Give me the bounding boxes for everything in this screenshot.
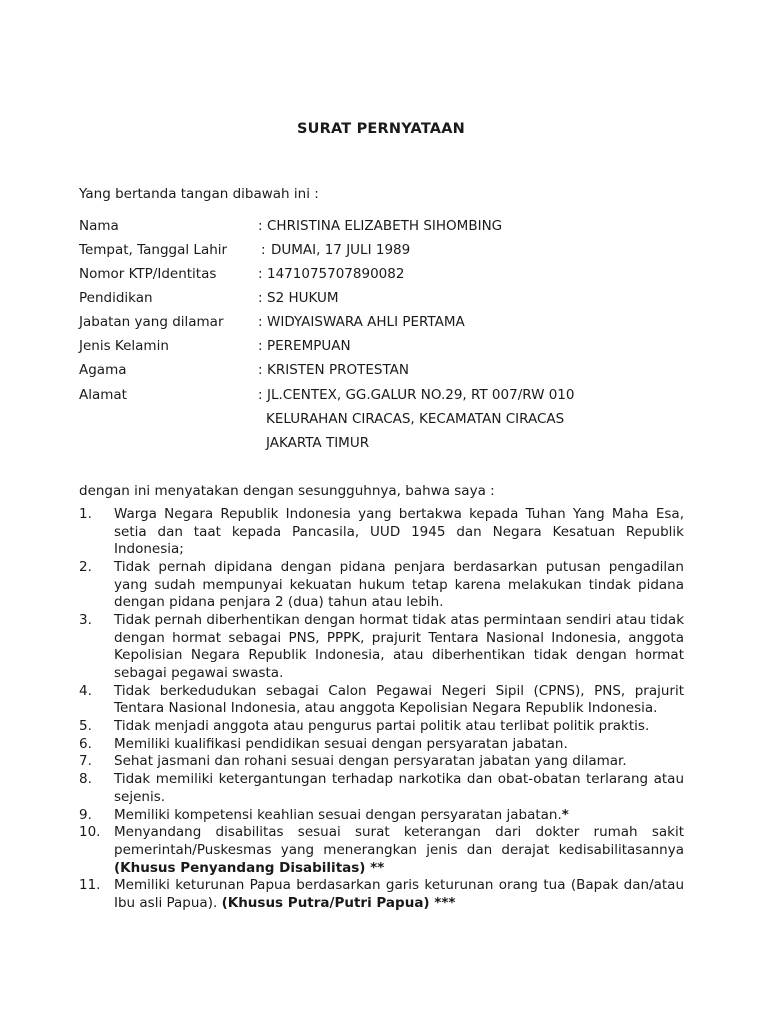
declaration-text: dengan ini menyatakan dengan sesungguhnya, bahwa saya : bbox=[79, 483, 495, 499]
list-item bbox=[79, 753, 684, 771]
list-item bbox=[79, 683, 684, 718]
field-value: KRISTEN PROTESTAN bbox=[267, 362, 409, 378]
item-number: 3. bbox=[79, 611, 92, 628]
field-separator: : bbox=[261, 242, 266, 258]
item-number: 6. bbox=[79, 735, 92, 752]
field-separator: : bbox=[258, 314, 263, 330]
field-label: Pendidikan bbox=[79, 290, 153, 306]
field-label: Nama bbox=[79, 218, 119, 234]
list-item bbox=[79, 718, 684, 736]
item-text: Memiliki keturunan Papua berdasarkan garis keturunan orang tua (Bapak dan/atau Ibu asli Papua). (Khusus Putra/Putri Papua) *** bbox=[114, 877, 684, 911]
item-text: Tidak menjadi anggota atau pengurus partai politik atau terlibat politik praktis. bbox=[114, 717, 650, 734]
item-number: 9. bbox=[79, 806, 92, 823]
item-text: Tidak pernah diberhentikan dengan hormat tidak atas permintaan sendiri atau tidak dengan hormat sebagai PNS, PPPK, prajurit Tentara Nasional Indonesia, anggota Kepolisian Negara Republik Indonesia, atau diberhentikan tidak dengan hormat sebagai pegawai swasta. bbox=[114, 611, 685, 681]
item-number: 8. bbox=[79, 771, 92, 788]
field-separator: : bbox=[258, 290, 263, 306]
field-label: Nomor KTP/Identitas bbox=[79, 266, 217, 282]
statement-list bbox=[79, 506, 684, 913]
item-text: Sehat jasmani dan rohani sesuai dengan persyaratan jabatan yang dilamar. bbox=[114, 753, 627, 770]
field-value: WIDYAISWARA AHLI PERTAMA bbox=[267, 314, 465, 330]
item-text: Tidak pernah dipidana dengan pidana penjara berdasarkan putusan pengadilan yang sudah mempunyai kekuatan hukum tetap karena melakukan tindak pidana dengan pidana penjara 2 (dua) tahun atau lebih. bbox=[114, 558, 684, 611]
item-text: Menyandang disabilitas sesuai surat keterangan dari dokter rumah sakit pemerintah/Puskesmas yang menerangkan jenis dan derajat kedisabilitasannya (Khusus Penyandang Disabilitas) ** bbox=[114, 824, 684, 876]
address-line-3: JAKARTA TIMUR bbox=[266, 435, 370, 451]
field-value: PEREMPUAN bbox=[267, 338, 351, 354]
field-separator: : bbox=[258, 218, 263, 234]
field-separator: : bbox=[258, 266, 263, 282]
item-number: 11. bbox=[79, 877, 101, 894]
item-text: Tidak berkedudukan sebagai Calon Pegawai Negeri Sipil (CPNS), PNS, prajurit Tentara Nasional Indonesia, atau anggota Kepolisian Negara Republik Indonesia. bbox=[114, 682, 684, 717]
list-item bbox=[79, 559, 684, 612]
item-text: Tidak memiliki ketergantungan terhadap narkotika dan obat-obatan terlarang atau sejenis. bbox=[114, 771, 684, 805]
item-number: 2. bbox=[79, 558, 92, 575]
item-text: Warga Negara Republik Indonesia yang bertakwa kepada Tuhan Yang Maha Esa, setia dan taat kepada Pancasila, UUD 1945 dan Negara Kesatuan Republik Indonesia; bbox=[114, 506, 684, 558]
address-line-2: KELURAHAN CIRACAS, KECAMATAN CIRACAS bbox=[266, 411, 565, 427]
field-value: S2 HUKUM bbox=[267, 290, 339, 306]
document-title: SURAT PERNYATAAN bbox=[296, 121, 465, 137]
field-label: Tempat, Tanggal Lahir bbox=[79, 242, 228, 258]
list-item bbox=[79, 824, 684, 877]
list-item bbox=[79, 877, 684, 912]
field-separator: : bbox=[258, 362, 263, 378]
item-number: 10. bbox=[79, 824, 101, 841]
list-item bbox=[79, 612, 684, 682]
field-label: Agama bbox=[79, 362, 127, 378]
list-item bbox=[79, 506, 684, 559]
list-item bbox=[79, 807, 684, 825]
field-label: Jenis Kelamin bbox=[79, 338, 169, 354]
list-item bbox=[79, 736, 684, 754]
item-number: 4. bbox=[79, 682, 92, 699]
item-text: Memiliki kualifikasi pendidikan sesuai dengan persyaratan jabatan. bbox=[114, 735, 568, 752]
intro-text: Yang bertanda tangan dibawah ini : bbox=[79, 186, 319, 202]
field-value: CHRISTINA ELIZABETH SIHOMBING bbox=[267, 218, 503, 234]
field-value: 1471075707890082 bbox=[267, 266, 405, 282]
field-value: DUMAI, 17 JULI 1989 bbox=[271, 242, 411, 258]
field-label: Alamat bbox=[79, 387, 127, 403]
field-label: Jabatan yang dilamar bbox=[79, 314, 224, 330]
list-item bbox=[79, 771, 684, 806]
field-value: JL.CENTEX, GG.GALUR NO.29, RT 007/RW 010 bbox=[267, 387, 575, 403]
item-number: 7. bbox=[79, 753, 92, 770]
item-number: 1. bbox=[79, 506, 92, 522]
field-separator: : bbox=[258, 338, 263, 354]
field-separator: : bbox=[258, 387, 263, 403]
item-text: Memiliki kompetensi keahlian sesuai dengan persyaratan jabatan.* bbox=[114, 806, 569, 823]
item-number: 5. bbox=[79, 717, 92, 734]
